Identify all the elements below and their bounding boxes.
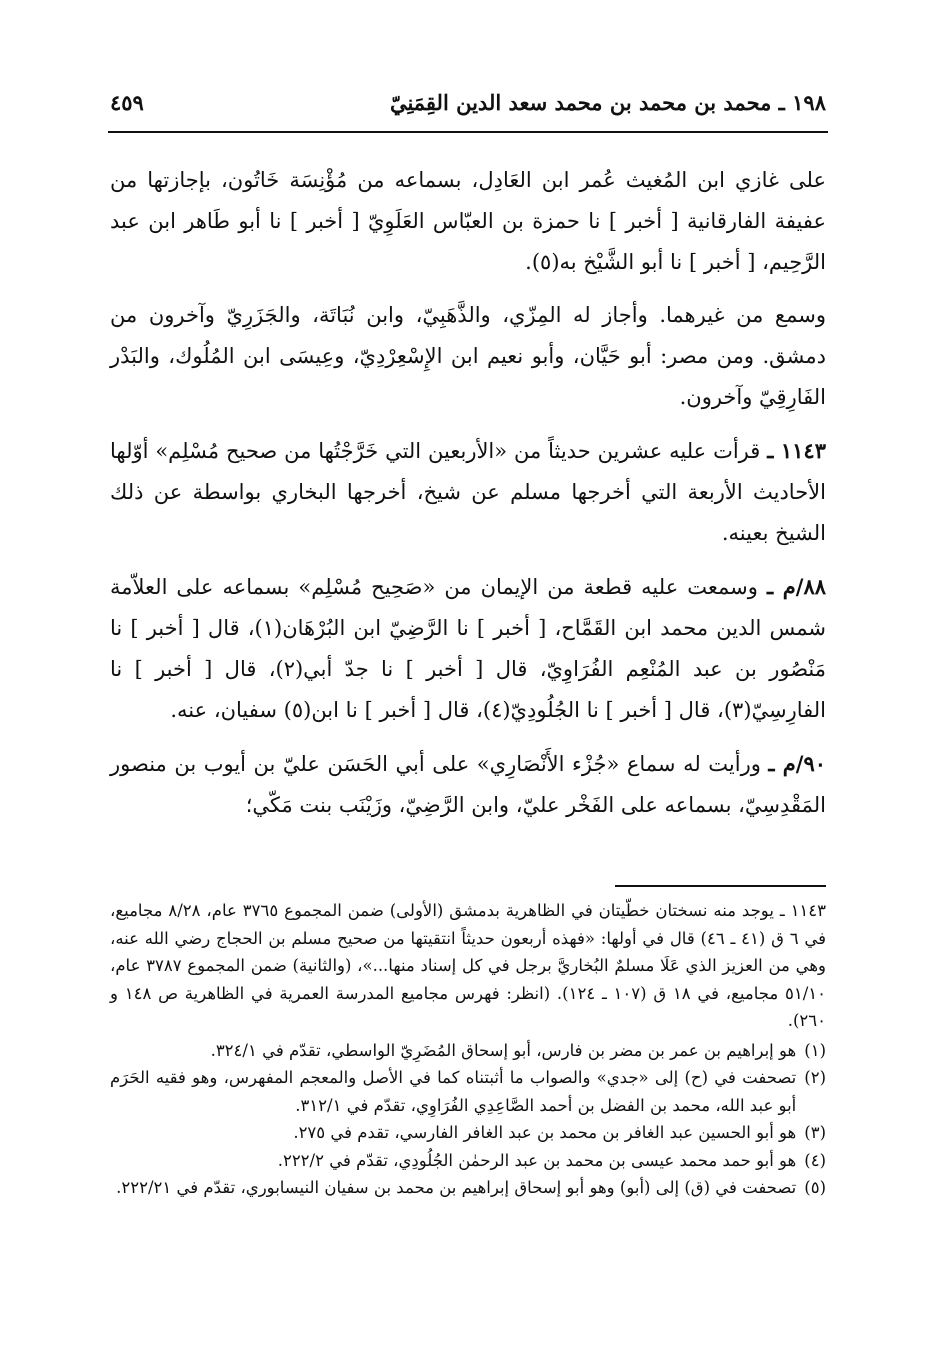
- paragraph-entry-1143: [110, 430, 826, 554]
- footnote-2: [110, 1064, 826, 1119]
- paragraph: [110, 295, 826, 418]
- main-text: [110, 160, 826, 838]
- paragraph-text: ورأيت له سماع «جُزْء الأَنْصَارِي» على أبي الحَسَن عليّ بن أيوب بن منصور المَقْدِسِيّ، بسماعه على الفَخْر عليّ، وابن الرَّضِيّ، وزَيْنَب بنت مَكّي؛: [110, 752, 826, 817]
- paragraph-entry-88m: [110, 566, 826, 731]
- footnotes: [110, 897, 826, 1202]
- footnote-3: [110, 1119, 826, 1147]
- footnote-mark: (٥): [804, 1178, 826, 1197]
- footnote-1: [110, 1037, 826, 1065]
- footnote-main: ١١٤٣ ـ يوجد منه نسختان خطّيتان في الظاهرية بدمشق (الأولى) ضمن المجموع ٣٧٦٥ عام، ٨/٢٨ مجاميع، في ٦ ق (٤١ ـ ٤٦) قال في أولها: «فهذه أربعون حديثاً انتقيتها من صحيح مسلم بن الحجاج رضي الله عنه، وهي من العزيز الذي عَلَا مسلمٌ البُخاريَّ برجل في كل إسناد منها...»، (والثانية) ضمن المجموع ٣٧٨٧ عام، ٥١/١٠ مجاميع، في ١٨ ق (١٠٧ ـ ١٢٤). (انظر: فهرس مجاميع المدرسة العمرية في الظاهرية ص ١٤٨ و ٢٦٠).: [110, 901, 827, 1030]
- footnote-mark: (٣): [804, 1123, 826, 1142]
- footnote-text: هو أبو الحسين عبد الغافر بن محمد بن عبد الغافر الفارسي، تقدم في ٢٧٥.: [293, 1123, 797, 1142]
- header-rule: [108, 131, 828, 133]
- running-head: ١٩٨ ـ محمد بن محمد بن محمد سعد الدين القِمَنِيّ: [389, 89, 826, 115]
- entry-number: ١١٤٣ ـ: [767, 438, 826, 463]
- paragraph: [110, 160, 826, 283]
- entry-number: ٩٠/م ـ: [768, 751, 826, 776]
- paragraph-text: وسمع من غيرهما. وأجاز له المِزّي، والذَّهَبِيّ، وابن نُبَاتَة، والجَزَرِيّ وآخرون من دمشق. ومن مصر: أبو حَيَّان، وأبو نعيم ابن الإِسْعِرْدِيّ، وعِيسَى ابن المُلُوك، والبَدْر الفَارِقِيّ وآخرون.: [110, 303, 826, 409]
- footnote-4: [110, 1147, 826, 1175]
- footnote-5: [110, 1174, 826, 1202]
- page-header: [110, 82, 826, 122]
- footnote-rule: [615, 885, 826, 887]
- paragraph-text: وسمعت عليه قطعة من الإيمان من «صَحِيح مُسْلِم» بسماعه على العلاّمة شمس الدين محمد ابن القَمَّاح، [ أخبر ] نا الرَّضِيّ ابن البُرْهَان(١)، قال [ أخبر ] نا مَنْصُور بن عبد المُنْعِم الفُرَاوِيّ، قال [ أخبر ] نا جدّ أبي(٢)، قال [ أخبر ] نا الفارِسِيّ(٣)، قال [ أخبر ] نا الجُلُودِيّ(٤)، قال [ أخبر ] نا ابن(٥) سفيان، عنه.: [110, 575, 826, 722]
- footnote-mark: (١): [804, 1040, 826, 1060]
- entry-number: ٨٨/م ـ: [766, 574, 826, 599]
- footnote-text: هو أبو حمد محمد عيسى بن محمد بن عبد الرحمٰن الجُلُودِي، تقدّم في ٢٢٢/٢.: [277, 1150, 797, 1170]
- paragraph-entry-90m: [110, 743, 826, 826]
- page-number: ٤٥٩: [110, 89, 144, 115]
- paragraph-text: على غازي ابن المُغيث عُمر ابن العَادِل، بسماعه من مُؤْنِسَة خَاتُون، بإجازتها من عفيفة الفارقانية [ أخبر ] نا حمزة بن العبّاس العَلَوِيّ [ أخبر ] نا أبو طَاهر ابن عبد الرَّحِيم، [ أخبر ] نا أبو الشَّيْخ به(٥).: [110, 168, 826, 274]
- footnote-mark: (٢): [804, 1068, 826, 1087]
- footnote-text: هو إبراهيم بن عمر بن مضر بن فارس، أبو إسحاق المُضَرِيّ الواسطي، تقدّم في ٣٢٤/١.: [210, 1040, 797, 1060]
- footnote-mark: (٤): [804, 1150, 826, 1170]
- footnote-text: تصحفت في (ق) إلى (أبو) وهو أبو إسحاق إبراهيم بن محمد بن سفيان النيسابوري، تقدّم في ٢٢٢/٢١.: [116, 1178, 797, 1197]
- paragraph-text: قرأت عليه عشرين حديثاً من «الأربعين التي خَرَّجْتُها من صحيح مُسْلِم» أوّلها الأحاديث الأربعة التي أخرجها مسلم عن شيخ، أخرجها البخاري بواسطة عن ذلك الشيخ بعينه.: [110, 439, 826, 545]
- footnote-text: تصحفت في (ح) إلى «جدي» والصواب ما أثبتناه كما في الأصل والمعجم المفهرس، وهو فقيه الحَرَم أبو عبد الله، محمد بن الفضل بن أحمد الصَّاعِدِي الفُرَاوِي، تقدّم في ٣١٢/١.: [110, 1068, 797, 1115]
